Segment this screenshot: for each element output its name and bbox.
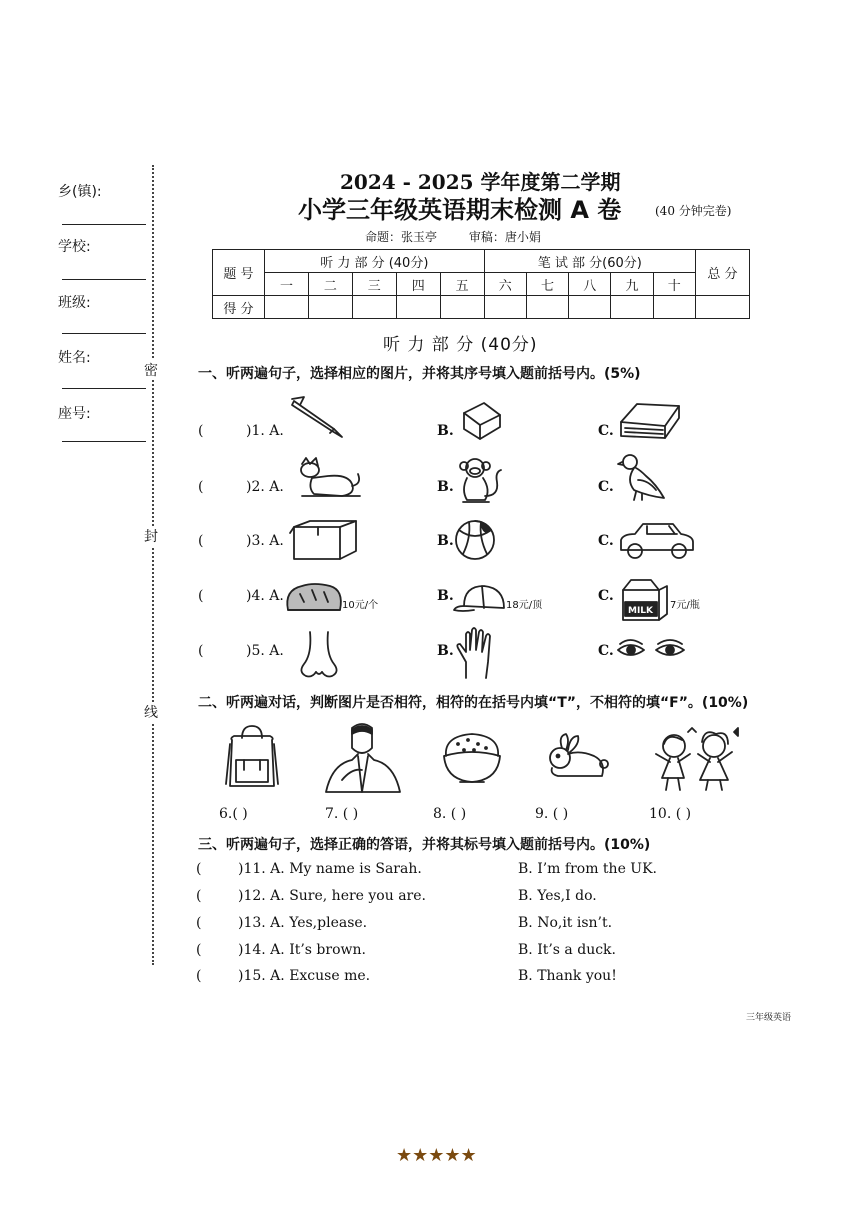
pen-icon [290,393,350,443]
book-icon [617,400,683,442]
listening-part-heading: 听 力 部 分 (40分) [383,335,538,355]
side-line-seat[interactable] [62,441,146,442]
option-c-label: C. [598,643,614,659]
answer-paren[interactable]: ( [196,888,202,904]
score-cell[interactable] [396,296,440,319]
score-table-num: 五 [440,273,484,296]
section3-title: 三、听两遍句子，选择正确的答语，并将其标号填入题前括号内。(10%) [198,837,651,853]
seal-char-feng: 封 [144,526,158,546]
option-c-label: C. [598,533,614,549]
option-b: B. No,it isn’t. [518,915,613,931]
answer-caption[interactable]: 7. ( ) [325,806,359,822]
score-table-num: 六 [484,273,526,296]
score-cell[interactable] [440,296,484,319]
score-cell[interactable] [484,296,526,319]
question-number: )4. A. [246,588,284,604]
man-icon [322,720,404,796]
price-tag-milk: 7元/瓶 [670,600,700,611]
question-number: )2. A. [246,479,284,495]
seal-char-mi: 密 [144,360,158,380]
score-table-num: 十 [653,273,695,296]
side-label-town: 乡(镇): [58,184,102,200]
score-table-num: 八 [569,273,611,296]
score-cell[interactable] [352,296,396,319]
side-line-class[interactable] [62,333,146,334]
option-b: B. I’m from the UK. [518,861,658,877]
answer-paren[interactable]: ( [198,588,204,604]
score-table-score-label: 得 分 [213,296,265,319]
side-label-name: 姓名: [58,350,91,366]
score-cell[interactable] [526,296,568,319]
option-c-label: C. [598,588,614,604]
score-table-question-label: 题 号 [213,250,265,296]
option-a: )11. A. My name is Sarah. [238,861,422,877]
author: 命题：张玉亭 [365,230,438,244]
answer-paren[interactable]: ( [198,423,204,439]
score-cell-total[interactable] [696,296,750,319]
milk-carton-label: MILK [628,606,654,616]
bird-icon [616,452,666,504]
seal-char-xian: 线 [144,702,158,722]
eyes-icon [616,638,688,668]
option-b-label: B. [437,479,454,495]
score-cell[interactable] [611,296,653,319]
answer-paren[interactable]: ( [196,968,202,984]
score-cell[interactable] [308,296,352,319]
answer-caption[interactable]: 8. ( ) [433,806,467,822]
question-number: )1. A. [246,423,284,439]
option-b-label: B. [437,643,454,659]
score-table-num: 一 [265,273,309,296]
score-cell[interactable] [569,296,611,319]
milk-icon [617,576,669,622]
section1-title: 一、听两遍句子，选择相应的图片，并将其序号填入题前括号内。(5%) [198,366,641,382]
monkey-icon [455,456,505,508]
authors-line [365,228,569,245]
nose-icon [294,630,344,682]
binding-dotted-line [152,165,154,965]
option-a: )13. A. Yes,please. [238,915,368,931]
answer-caption[interactable]: 10. ( ) [649,806,692,822]
question-number: )5. A. [246,643,284,659]
side-label-school: 学校: [58,239,91,255]
reviewer: 审稿：唐小娟 [468,230,541,244]
option-a: )14. A. It’s brown. [238,942,366,958]
car-icon [617,520,697,562]
rabbit-icon [540,732,612,784]
section2-title: 二、听两遍对话，判断图片是否相符，相符的在括号内填“T”，不相符的填“F”。(10%) [198,695,749,711]
score-table-num: 四 [396,273,440,296]
option-b-label: B. [437,588,454,604]
eraser-icon [458,397,504,443]
side-line-town[interactable] [62,224,146,225]
answer-paren[interactable]: ( [196,861,202,877]
option-c-label: C. [598,479,614,495]
hand-icon [452,626,502,682]
score-table-num: 三 [352,273,396,296]
ball-icon [453,518,497,562]
score-table-writing-header: 笔 试 部 分(60分) [484,250,695,273]
score-table-num: 二 [308,273,352,296]
answer-paren[interactable]: ( [198,533,204,549]
box-icon [290,517,360,563]
score-cell[interactable] [653,296,695,319]
rice-bowl-icon [438,730,506,786]
score-table-num: 九 [611,273,653,296]
bread-icon [284,580,344,616]
score-table-total-label: 总 分 [696,250,750,296]
side-label-seat: 座号: [58,406,91,422]
score-table [212,249,750,319]
option-a: )12. A. Sure, here you are. [238,888,426,904]
cat-icon [298,456,364,500]
option-b-label: B. [437,423,454,439]
side-line-school[interactable] [62,279,146,280]
exam-title: 小学三年级英语期末检测 A 卷 [298,196,622,224]
option-a: )15. A. Excuse me. [238,968,371,984]
answer-caption[interactable]: 9. ( ) [535,806,569,822]
answer-paren[interactable]: ( [196,915,202,931]
option-c-label: C. [598,423,614,439]
option-b: B. Yes,I do. [518,888,597,904]
cap-icon [452,582,510,616]
side-label-class: 班级: [58,295,91,311]
dancing-kids-icon [648,726,742,794]
answer-caption[interactable]: 6.( ) [219,806,248,822]
schoolbag-icon [224,724,280,792]
option-b: B. Thank you! [518,968,617,984]
exam-duration: (40 分钟完卷) [655,204,732,218]
question-number: )3. A. [246,533,284,549]
score-table-num: 七 [526,273,568,296]
answer-paren[interactable]: ( [198,479,204,495]
score-table-listening-header: 听 力 部 分 (40分) [265,250,485,273]
year-title: 2024 - 2025 学年度第二学期 [340,170,621,194]
answer-paren[interactable]: ( [196,942,202,958]
page-footer-note: 三年级英语 [746,1013,792,1023]
option-b-label: B. [437,533,454,549]
option-b: B. It’s a duck. [518,942,616,958]
answer-paren[interactable]: ( [198,643,204,659]
price-tag-bread: 10元/个 [342,600,379,611]
rating-stars: ★★★★★ [396,1145,477,1166]
side-line-name[interactable] [62,388,146,389]
price-tag-cap: 18元/顶 [506,600,543,611]
score-cell[interactable] [265,296,309,319]
